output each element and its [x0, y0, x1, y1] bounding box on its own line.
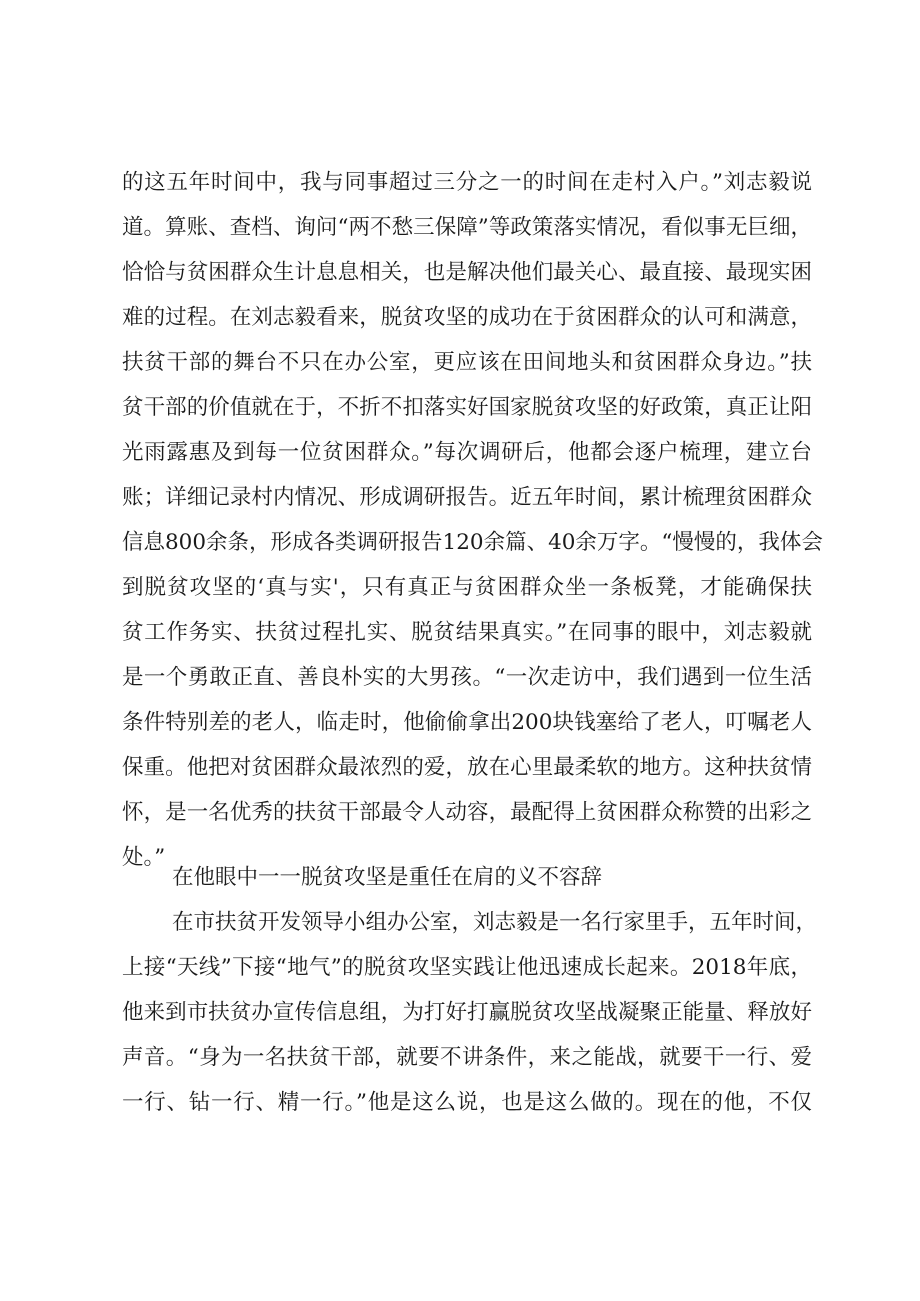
paragraph-line: 是一个勇敢正直、善良朴实的大男孩。“一次走访中，我们遇到一位生活 [122, 665, 812, 690]
paragraph-line: 扶贫干部的舞台不只在办公室，更应该在田间地头和贫困群众身边。”扶 [122, 350, 812, 375]
paragraph-line: 他来到市扶贫办宣传信息组，为打好打赢脱贫攻坚战凝聚正能量、释放好 [122, 1000, 812, 1025]
paragraph-line: 一行、钻一行、精一行。”他是这么说，也是这么做的。现在的他，不仅 [122, 1090, 812, 1115]
paragraph-line: 的这五年时间中，我与同事超过三分之一的时间在走村入户。”刘志毅说 [122, 170, 812, 195]
paragraph-1 [122, 160, 823, 880]
paragraph-line: 难的过程。在刘志毅看来，脱贫攻坚的成功在于贫困群众的认可和满意， [122, 305, 812, 330]
paragraph-line: 道。算账、查档、询问“两不愁三保障”等政策落实情况，看似事无巨细， [122, 215, 812, 240]
paragraph-line: 账；详细记录村内情况、形成调研报告。近五年时间，累计梳理贫困群众 [122, 485, 812, 510]
paragraph-line: 到脱贫攻坚的‘真与实'，只有真正与贫困群众坐一条板凳，才能确保扶 [122, 575, 812, 600]
paragraph-line: 在市扶贫开发领导小组办公室，刘志毅是一名行家里手，五年时间， [172, 910, 818, 935]
section-heading: 在他眼中一一脱贫攻坚是重任在肩的义不容辞 [172, 865, 603, 890]
paragraph-line: 怀，是一名优秀的扶贫干部最令人动容，最配得上贫困群众称赞的出彩之 [122, 800, 812, 825]
section-heading-block [122, 855, 812, 900]
paragraph-line: 上接“天线”下接“地气”的脱贫攻坚实践让他迅速成长起来。2018年底， [122, 955, 812, 980]
paragraph-line: 恰恰与贫困群众生计息息相关，也是解决他们最关心、最直接、最现实困 [122, 260, 812, 285]
paragraph-line: 贫工作务实、扶贫过程扎实、脱贫结果真实。”在同事的眼中，刘志毅就 [122, 620, 812, 645]
paragraph-line: 条件特别差的老人，临走时，他偷偷拿出200块钱塞给了老人，叮嘱老人 [122, 710, 812, 735]
paragraph-line: 处。” [122, 845, 166, 870]
paragraph-line: 保重。他把对贫困群众最浓烈的爱，放在心里最柔软的地方。这种扶贫情 [122, 755, 812, 780]
paragraph-line: 声音。“身为一名扶贫干部，就要不讲条件，来之能战，就要干一行、爱 [122, 1045, 812, 1070]
paragraph-line: 信息800余条，形成各类调研报告120余篇、40余万字。“慢慢的，我体会 [122, 530, 823, 555]
paragraph-line: 贫干部的价值就在于，不折不扣落实好国家脱贫攻坚的好政策，真正让阳 [122, 395, 812, 420]
paragraph-line: 光雨露惠及到每一位贫困群众。”每次调研后，他都会逐户梳理，建立台 [122, 440, 812, 465]
paragraph-2 [122, 900, 818, 1125]
